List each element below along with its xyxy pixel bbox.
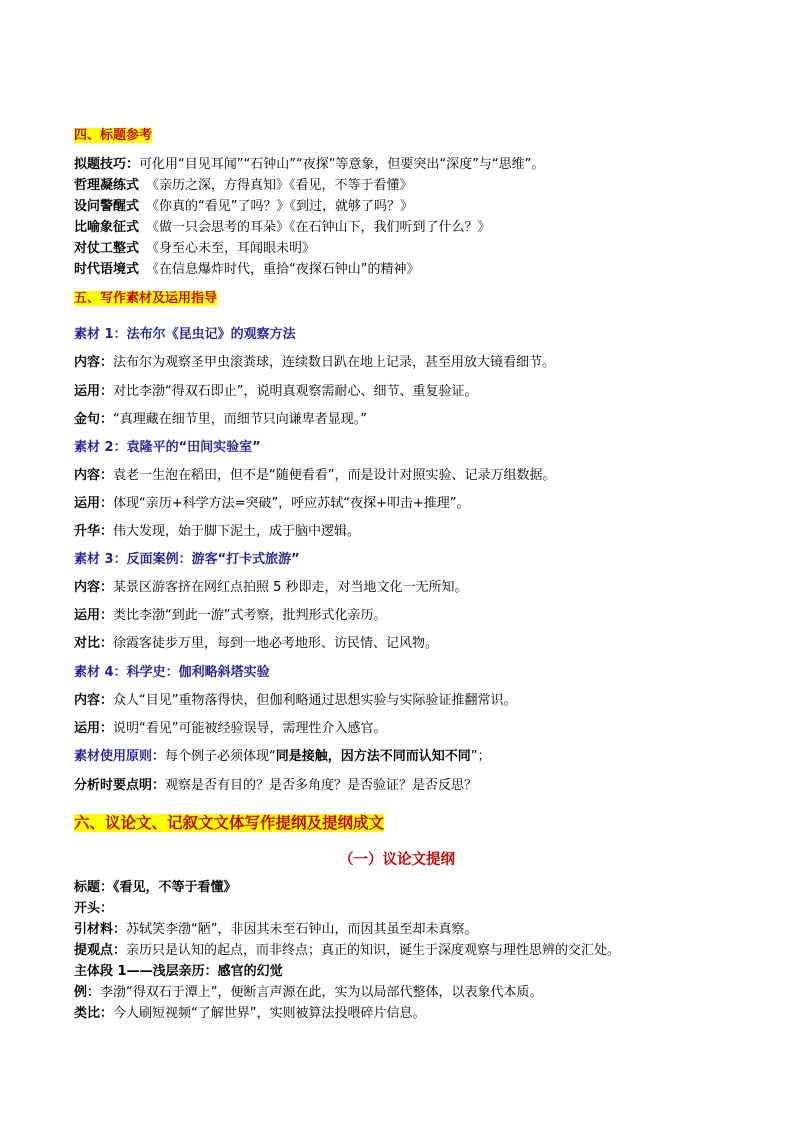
material-1-title: 素材 1：法布尔《昆虫记》的观察方法 bbox=[74, 327, 296, 342]
outline-start: 开头： bbox=[74, 901, 114, 916]
title-style-row: 时代语境式 《在信息爆炸时代，重拾“夜探石钟山”的精神》 bbox=[74, 262, 420, 277]
material-2-sublimation: 升华：伟大发现，始于脚下泥土，成于脑中逻辑。 bbox=[74, 524, 361, 539]
material-3-usage: 运用：类比李渤“到此一游”式考察，批判形式化亲历。 bbox=[74, 608, 387, 623]
section5-heading: 五、写作素材及运用指导 bbox=[74, 291, 218, 306]
outline-subheading: （一）议论文提纲 bbox=[339, 852, 455, 868]
outline-example: 例：李渤“得双石于潭上”，便断言声源在此，实为以局部代整体，以表象代本质。 bbox=[74, 985, 543, 1000]
section6-heading: 六、议论文、记叙文文体写作提纲及提纲成文 bbox=[74, 814, 385, 832]
material-2-usage: 运用：体现“亲历+科学方法=突破”，呼应苏轼“夜探+叩击+推理”。 bbox=[74, 496, 470, 511]
section4-heading: 四、标题参考 bbox=[74, 128, 153, 143]
material-2-title: 素材 2：袁隆平的“田间实验室” bbox=[74, 440, 261, 455]
title-style-row: 设问警醒式 《你真的“看见”了吗？》《到过，就够了吗？》 bbox=[74, 199, 413, 214]
material-1-usage: 运用：对比李渤“得双石即止”，说明真观察需耐心、细节、重复验证。 bbox=[74, 384, 478, 399]
outline-intro: 引材料：苏轼笑李渤“陋”，非因其未至石钟山，而因其虽至却未真察。 bbox=[74, 922, 478, 937]
outline-body-1: 主体段 1——浅层亲历：感官的幻觉 bbox=[74, 964, 283, 979]
material-principle: 素材使用原则：每个例子必须体现“同是接触，因方法不同而认知不同”； bbox=[74, 749, 491, 764]
material-4-title: 素材 4：科学史：伽利略斜塔实验 bbox=[74, 665, 270, 680]
title-tip-line: 拟题技巧：可化用“目见耳闻”“石钟山”“夜探”等意象，但要突出“深度”与“思维”。 bbox=[74, 157, 545, 172]
material-4-content: 内容：众人“目见”重物落得快，但伽利略通过思想实验与实际验证推翻常识。 bbox=[74, 693, 517, 708]
analysis-points: 分析时要点明：观察是否有目的？是否多角度？是否验证？是否反思？ bbox=[74, 778, 478, 793]
title-style-row: 哲理凝练式 《亲历之深，方得真知》《看见，不等于看懂》 bbox=[74, 178, 413, 193]
outline-analogy: 类比：今人刷短视频“了解世界”，实则被算法投喂碎片信息。 bbox=[74, 1006, 426, 1021]
outline-viewpoint: 提观点：亲历只是认知的起点，而非终点；真正的知识，诞生于深度观察与理性思辨的交汇处。 bbox=[74, 943, 621, 958]
title-style-row: 对仗工整式 《身至心未至，耳闻眼未明》 bbox=[74, 241, 316, 256]
material-1-quote: 金句：“真理藏在细节里，而细节只向谦卑者显现。” bbox=[74, 412, 367, 427]
material-4-usage: 运用：说明“看见”可能被经验误导，需理性介入感官。 bbox=[74, 721, 387, 736]
material-3-title: 素材 3：反面案例：游客“打卡式旅游” bbox=[74, 552, 300, 567]
outline-title: 标题：《看见，不等于看懂》 bbox=[74, 880, 237, 895]
material-3-contrast: 对比：徐霞客徒步万里，每到一地必考地形、访民情、记风物。 bbox=[74, 636, 439, 651]
title-style-row: 比喻象征式 《做一只会思考的耳朵》《在石钟山下，我们听到了什么？》 bbox=[74, 220, 491, 235]
material-3-content: 内容：某景区游客挤在网红点拍照 5 秒即走，对当地文化一无所知。 bbox=[74, 580, 468, 595]
material-1-content: 内容：法布尔为观察圣甲虫滚粪球，连续数日趴在地上记录，甚至用放大镜看细节。 bbox=[74, 355, 556, 370]
material-2-content: 内容：袁老一生泡在稻田，但不是“随便看看”，而是设计对照实验、记录万组数据。 bbox=[74, 468, 556, 483]
